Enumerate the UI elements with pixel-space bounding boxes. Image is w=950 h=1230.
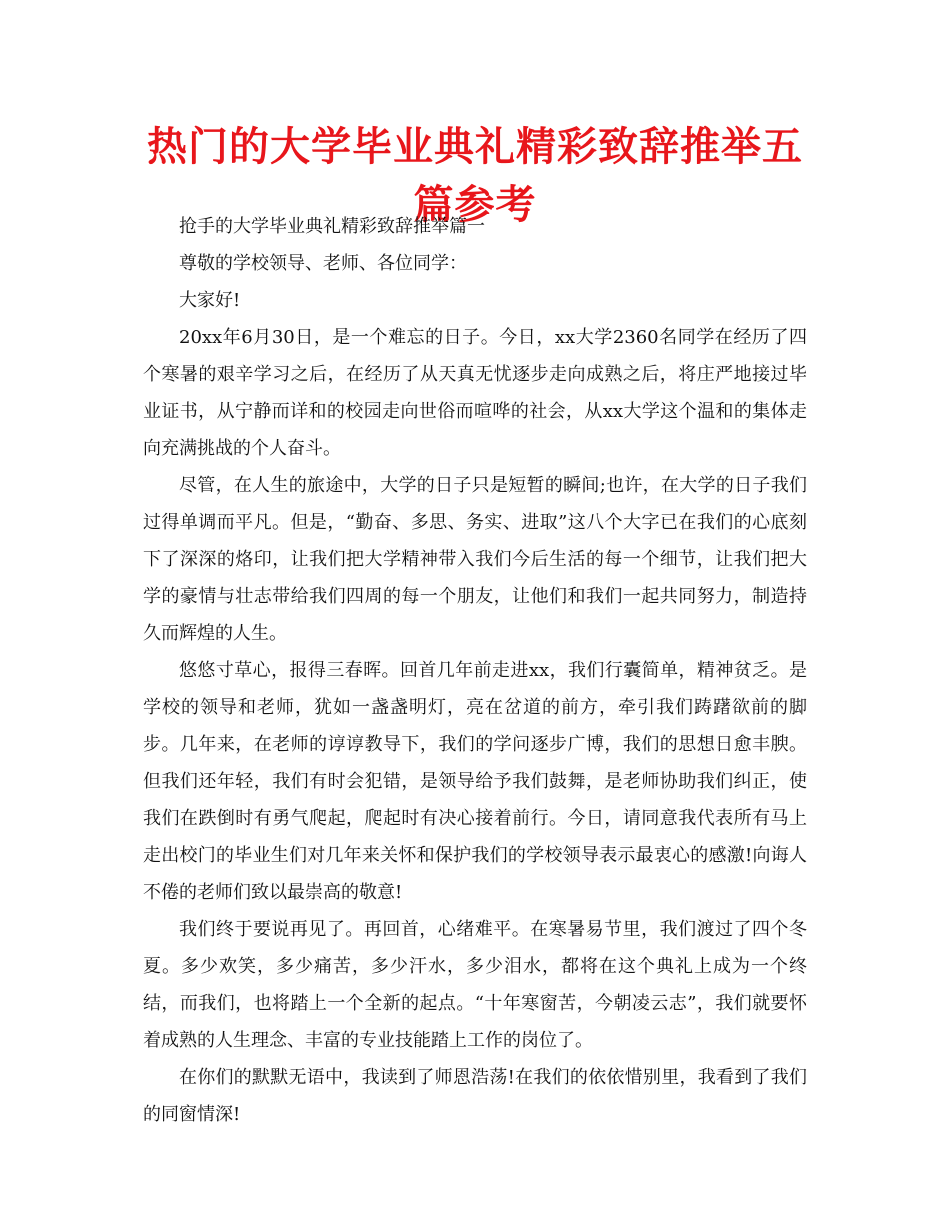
greeting: 大家好!: [179, 290, 241, 311]
document-body: [143, 208, 807, 1133]
body-paragraph: 20xx年6月30日，是一个难忘的日子。今日，xx大学2360名同学在经历了四个寒暑的艰辛学习之后，在经历了从天真无忧逐步走向成熟之后，将庄严地接过毕业证书，从宁静而详和的校园走向世俗而喧哗的社会，从xx大学这个温和的集体走向充满挑战的个人奋斗。: [143, 327, 807, 459]
body-paragraph: 我们终于要说再见了。再回首，心绪难平。在寒暑易节里，我们渡过了四个冬夏。多少欢笑，多少痛苦，多少汗水，多少泪水，都将在这个典礼上成为一个终结，而我们，也将踏上一个全新的起点。“十年寒窗苦，今朝凌云志”，我们就要怀着成熟的人生理念、丰富的专业技能踏上工作的岗位了。: [143, 919, 807, 1051]
section-heading: 抢手的大学毕业典礼精彩致辞推举篇一: [179, 216, 485, 237]
body-paragraph: 在你们的默默无语中，我读到了师恩浩荡!在我们的依依惜别里，我看到了我们的同窗情深!: [143, 1067, 807, 1125]
document-title: 热门的大学毕业典礼精彩致辞推举五篇参考: [147, 124, 803, 228]
body-paragraph: 尽管，在人生的旅途中，大学的日子只是短暂的瞬间;也许，在大学的日子我们过得单调而平凡。但是，“勤奋、多思、务实、进取”这八个大字已在我们的心底刻下了深深的烙印，让我们把大学精神带入我们今后生活的每一个细节，让我们把大学的豪情与壮志带给我们四周的每一个朋友，让他们和我们一起共同努力，制造持久而辉煌的人生。: [143, 475, 807, 644]
body-paragraph: 悠悠寸草心，报得三春晖。回首几年前走进xx，我们行囊简单，精神贫乏。是学校的领导和老师，犹如一盏盏明灯，亮在岔道的前方，牵引我们踌躇欲前的脚步。几年来，在老师的谆谆教导下，我们的学问逐步广博，我们的思想日愈丰腴。但我们还年轻，我们有时会犯错，是领导给予我们鼓舞，是老师协助我们纠正，使我们在跌倒时有勇气爬起，爬起时有决心接着前行。今日，请同意我代表所有马上走出校门的毕业生们对几年来关怀和保护我们的学校领导表示最衷心的感激!向诲人不倦的老师们致以最崇高的敬意!: [143, 660, 807, 903]
salutation: 尊敬的学校领导、老师、各位同学：: [179, 253, 467, 274]
